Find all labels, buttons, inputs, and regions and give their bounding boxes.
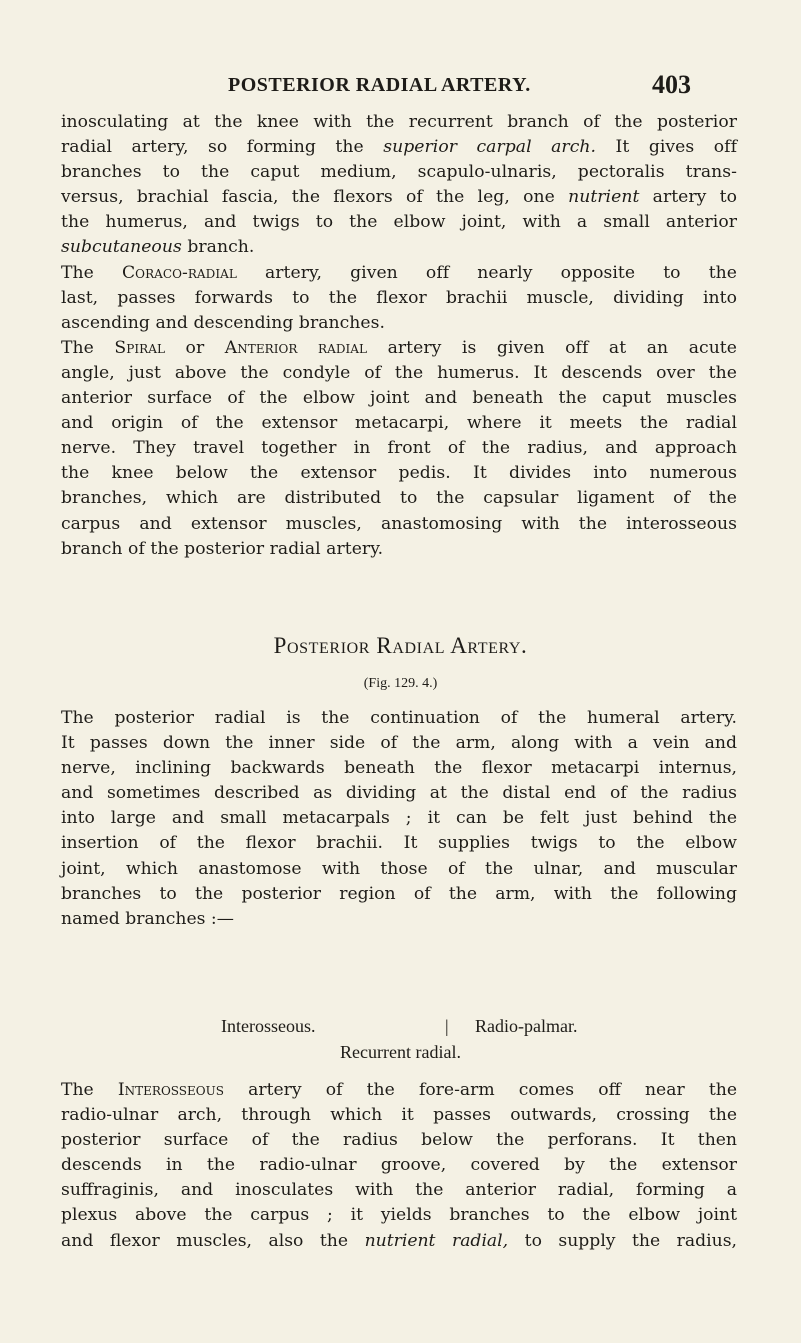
text-line: branch of the posterior radial artery. [61, 538, 384, 559]
running-head [0, 70, 801, 100]
text-line: It passes down the inner side of the arm, along with a vein and [61, 733, 737, 754]
text-line: The Interosseous artery of the fore-arm comes off near the [61, 1080, 737, 1100]
italic-term: nutrient [568, 187, 640, 208]
text-line: insertion of the flexor brachii. It supplies twigs to the elbow [61, 833, 737, 854]
text-line: anterior surface of the elbow joint and beneath the caput muscles [61, 388, 737, 409]
text-line: versus, brachial fascia, the flexors of the leg, one nutrient artery to [61, 187, 737, 208]
text-line: radio-ulnar arch, through which it passes outwards, crossing the [61, 1105, 737, 1126]
paragraph-posterior-radial [61, 706, 737, 932]
branch-interosseous: Interosseous. [221, 1016, 316, 1036]
paragraph-interosseous [61, 1078, 737, 1254]
text-line: posterior surface of the radius below the perforans. It then [61, 1130, 737, 1151]
italic-term: subcutaneous [61, 237, 182, 258]
italic-term: nutrient radial, [364, 1230, 509, 1251]
small-caps-term: Spiral [114, 337, 165, 358]
text-line: joint, which anastomose with those of the ulnar, and muscular [61, 858, 737, 879]
body-text-interosseous [61, 1078, 737, 1254]
text-line: nerve, inclining backwards beneath the flexor metacarpi internus, [61, 758, 737, 779]
section-heading: Posterior Radial Artery. [273, 633, 528, 658]
running-title: POSTERIOR RADIAL ARTERY. [228, 74, 531, 96]
paragraph-coraco-radial [61, 261, 737, 336]
small-caps-term: Interosseous [117, 1080, 224, 1100]
text-line: radial artery, so forming the superior carpal arch. It gives off [61, 137, 738, 158]
text-line: subcutaneous branch. [61, 237, 255, 258]
text-line: and flexor muscles, also the nutrient radial, to supply the radius, [61, 1230, 737, 1251]
figure-reference: (Fig. 129. 4.) [363, 676, 438, 691]
text-line: branches to the caput medium, scapulo-ulnaris, pectoralis trans- [61, 162, 737, 183]
branch-radio-palmar: Radio-palmar. [475, 1016, 578, 1036]
body-text-top [61, 110, 737, 562]
text-line: branches, which are distributed to the capsular ligament of the [61, 488, 737, 509]
text-line: into large and small metacarpals ; it can be felt just behind the [61, 808, 737, 829]
small-caps-term: Coraco-radial [121, 262, 237, 283]
paragraph-spiral-continued [61, 110, 737, 261]
italic-term: superior carpal arch. [383, 137, 597, 158]
branch-recurrent-radial: Recurrent radial. [340, 1042, 461, 1062]
text-line: ascending and descending branches. [61, 312, 386, 333]
small-caps-term: Anterior radial [224, 337, 368, 358]
paragraph-spiral-radial [61, 336, 737, 562]
text-line: carpus and extensor muscles, anastomosing with the interosseous [61, 513, 737, 534]
text-line: the knee below the extensor pedis. It divides into numerous [61, 463, 737, 484]
text-line: The Spiral or Anterior radial artery is given off at an acute [61, 337, 737, 358]
branch-list [0, 1016, 801, 1066]
branch-separator: | [445, 1016, 449, 1036]
text-line: The Coraco-radial artery, given off nearly opposite to the [61, 262, 737, 283]
text-line: plexus above the carpus ; it yields branches to the elbow joint [61, 1205, 737, 1226]
text-line: descends in the radio-ulnar groove, covered by the extensor [61, 1155, 737, 1176]
text-line: suffraginis, and inosculates with the anterior radial, forming a [61, 1180, 737, 1201]
text-line: and sometimes described as dividing at the distal end of the radius [61, 783, 737, 804]
text-line: nerve. They travel together in front of the radius, and approach [61, 438, 737, 459]
text-line: branches to the posterior region of the arm, with the following [61, 883, 737, 904]
body-text-posterior-radial [61, 706, 737, 932]
text-line: The posterior radial is the continuation of the humeral artery. [61, 708, 737, 728]
text-line: the humerus, and twigs to the elbow joint, with a small anterior [61, 212, 737, 233]
text-line: named branches :— [61, 908, 234, 929]
text-line: and origin of the extensor metacarpi, where it meets the radial [61, 413, 737, 434]
text-line: inosculating at the knee with the recurrent branch of the posterior [61, 112, 737, 132]
text-line: angle, just above the condyle of the humerus. It descends over the [61, 362, 737, 383]
page-number: 403 [652, 70, 691, 99]
text-line: last, passes forwards to the flexor brachii muscle, dividing into [61, 287, 737, 308]
